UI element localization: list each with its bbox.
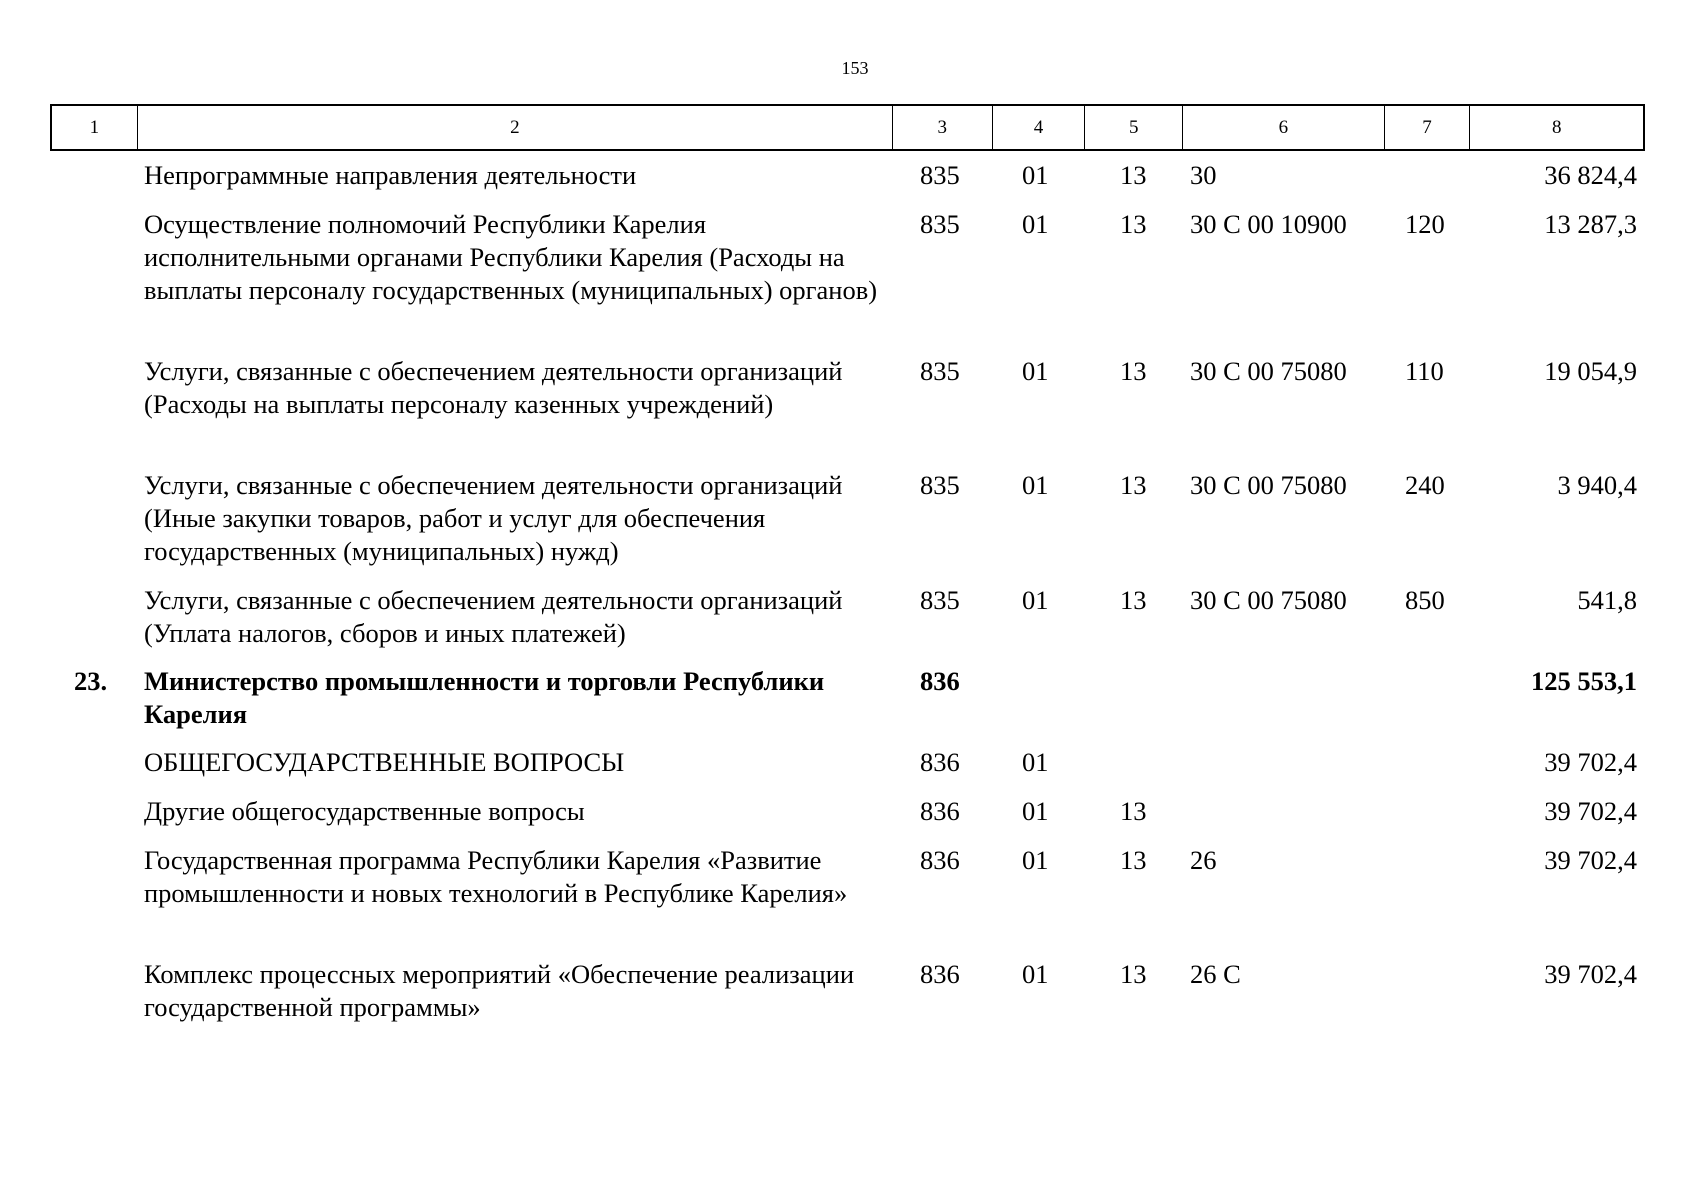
row-code-6: 30 С 00 75080 [1190, 585, 1347, 615]
row-code-4: 01 [1022, 470, 1049, 500]
row-amount: 19 054,9 [1544, 356, 1637, 386]
row-name: Услуги, связанные с обеспечением деятельности организаций (Иные закупки товаров, работ и услуг для обеспечения государственных (муниципальных) нужд) [144, 470, 843, 566]
row-name: Министерство промышленности и торговли Республики Карелия [144, 666, 825, 729]
row-name: Осуществление полномочий Республики Карелия исполнительными органами Республики Карелия (Расходы на выплаты персоналу государственных (муниципальных) органов) [144, 209, 878, 305]
row-code-5: 13 [1120, 585, 1147, 615]
row-code-4: 01 [1022, 959, 1049, 989]
row-amount: 541,8 [1577, 585, 1637, 615]
row-code-4: 01 [1022, 160, 1049, 190]
row-code-3: 835 [920, 356, 960, 386]
row-name: Государственная программа Республики Карелия «Развитие промышленности и новых технологий в Республике Карелия» [144, 845, 848, 908]
row-code-7: 240 [1405, 470, 1445, 500]
row-code-5: 13 [1120, 796, 1147, 826]
row-code-3: 835 [920, 470, 960, 500]
header-cell-1: 1 [52, 106, 138, 149]
row-code-4: 01 [1022, 585, 1049, 615]
row-code-6: 26 [1190, 845, 1217, 875]
row-code-5: 13 [1120, 470, 1147, 500]
row-amount: 3 940,4 [1557, 470, 1637, 500]
row-code-3: 836 [920, 845, 960, 875]
row-code-3: 836 [920, 959, 960, 989]
row-name: Другие общегосударственные вопросы [144, 796, 585, 826]
row-code-7: 120 [1405, 209, 1445, 239]
row-code-6: 30 [1190, 160, 1217, 190]
row-name: ОБЩЕГОСУДАРСТВЕННЫЕ ВОПРОСЫ [144, 747, 625, 777]
row-code-6: 26 С [1190, 959, 1241, 989]
row-amount: 39 702,4 [1544, 796, 1637, 826]
row-code-5: 13 [1120, 160, 1147, 190]
header-cell-3: 3 [893, 106, 993, 149]
row-code-5: 13 [1120, 959, 1147, 989]
row-code-3: 836 [920, 666, 960, 696]
section-number: 23. [74, 666, 108, 696]
row-code-6: 30 С 00 75080 [1190, 470, 1347, 500]
row-amount: 39 702,4 [1544, 959, 1637, 989]
row-name: Непрограммные направления деятельности [144, 160, 637, 190]
header-cell-8: 8 [1551, 116, 1562, 138]
row-code-3: 836 [920, 747, 960, 777]
row-name: Комплекс процессных мероприятий «Обеспечение реализации государственной программы» [144, 959, 855, 1022]
row-code-5: 13 [1120, 356, 1147, 386]
row-code-3: 835 [920, 160, 960, 190]
row-code-3: 835 [920, 209, 960, 239]
row-code-6: 30 С 00 10900 [1190, 209, 1347, 239]
row-code-7: 850 [1405, 585, 1445, 615]
header-cell-5: 5 [1085, 106, 1183, 149]
page-number: 153 [841, 58, 869, 78]
header-cell-4: 4 [993, 106, 1086, 149]
row-code-5: 13 [1120, 845, 1147, 875]
row-code-3: 836 [920, 796, 960, 826]
header-cell-7: 7 [1385, 106, 1471, 149]
row-amount: 13 287,3 [1544, 209, 1637, 239]
header-cell-6: 6 [1183, 106, 1385, 149]
row-code-4: 01 [1022, 209, 1049, 239]
row-code-6: 30 С 00 75080 [1190, 356, 1347, 386]
row-code-4: 01 [1022, 356, 1049, 386]
row-amount: 39 702,4 [1544, 747, 1637, 777]
row-code-5: 13 [1120, 209, 1147, 239]
row-code-3: 835 [920, 585, 960, 615]
row-code-4: 01 [1022, 845, 1049, 875]
row-code-4: 01 [1022, 747, 1049, 777]
row-amount: 125 553,1 [1531, 666, 1637, 696]
row-amount: 39 702,4 [1544, 845, 1637, 875]
table-header-row [50, 104, 1645, 151]
row-code-4: 01 [1022, 796, 1049, 826]
row-name: Услуги, связанные с обеспечением деятельности организаций (Расходы на выплаты персоналу казенных учреждений) [144, 356, 843, 419]
row-amount: 36 824,4 [1544, 160, 1637, 190]
row-code-7: 110 [1405, 356, 1444, 386]
row-name: Услуги, связанные с обеспечением деятельности организаций (Уплата налогов, сборов и иных платежей) [144, 585, 843, 648]
header-cell-2: 2 [138, 106, 893, 149]
